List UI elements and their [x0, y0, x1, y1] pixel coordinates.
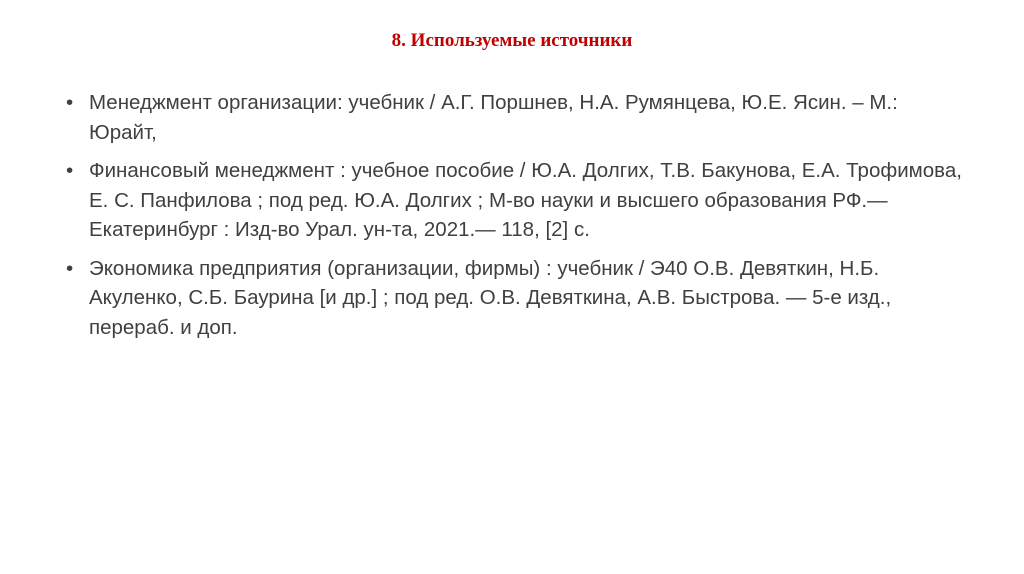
bullet-icon: •: [66, 159, 74, 182]
list-item: [62, 254, 962, 343]
source-text: Менеджмент организации: учебник / А.Г. Поршнев, Н.А. Румянцева, Ю.Е. Ясин. – М.: Юрайт,: [89, 91, 898, 144]
source-text: Финансовый менеджмент : учебное пособие / Ю.А. Долгих, Т.В. Бакунова, Е.А. Трофимова, Е. С. Панфилова ; под ред. Ю.А. Долгих ; М-во науки и высшего образования РФ.— Екатеринбург : Изд-во Урал. ун-та, 2021.— 118, [2] с.: [89, 159, 962, 241]
list-item: [62, 88, 962, 147]
bullet-icon: •: [66, 256, 74, 280]
bullet-icon: •: [66, 91, 74, 114]
source-text: Экономика предприятия (организации, фирмы) : учебник / Э40 О.В. Девяткин, Н.Б. Акуленко, С.Б. Баурина [и др.] ; под ред. О.В. Девяткина, А.В. Быстрова. — 5-е изд., перераб. и доп.: [89, 256, 892, 339]
slide-title: 8. Используемые источники: [391, 30, 633, 51]
sources-list: [62, 88, 962, 351]
list-item: [62, 156, 962, 245]
